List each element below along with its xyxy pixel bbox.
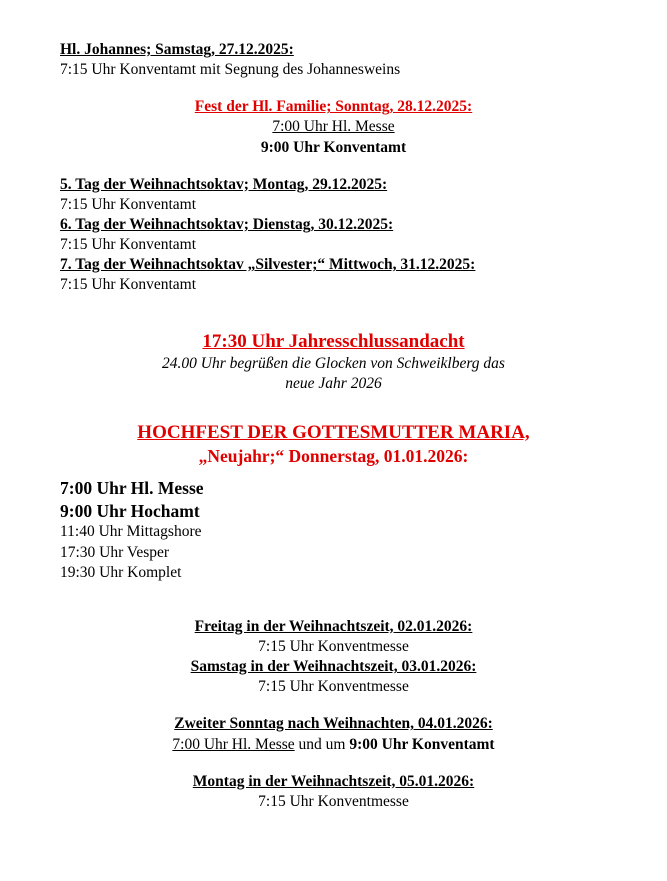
entry-heading-freitag-weihnachtszeit: Freitag in der Weihnachtszeit, 02.01.2026: (194, 617, 473, 635)
spacer (60, 583, 607, 617)
entry-item-neujahr-5: 19:30 Uhr Komplet (60, 563, 182, 581)
entry-item-neujahr-4: 17:30 Uhr Vesper (60, 543, 170, 561)
entry-heading-oktav-5: 5. Tag der Weihnachtsoktav; Montag, 29.12.2025: (60, 175, 388, 193)
spacer (60, 697, 607, 714)
entry-detail-montag-weihnachtszeit: 7:15 Uhr Konventmesse (258, 792, 409, 810)
entry-item-neujahr-2: 9:00 Uhr Hochamt (60, 500, 200, 521)
entry-title-hochfest-gottesmutter-line1: HOCHFEST DER GOTTESMUTTER MARIA, (137, 421, 530, 443)
entry-heading-oktav-6: 6. Tag der Weihnachtsoktav; Dienstag, 30.12.2025: (60, 215, 394, 233)
entry-heading-samstag-weihnachtszeit: Samstag in der Weihnachtszeit, 03.01.2026: (190, 658, 477, 676)
spacer (60, 395, 607, 421)
entry-detail-fest-hl-familie-messe: 7:00 Uhr Hl. Messe (272, 118, 395, 136)
entry-detail-oktav-7-silvester: 7:15 Uhr Konventamt (60, 276, 197, 294)
spacer (60, 158, 607, 175)
entry-item-neujahr-3: 11:40 Uhr Mittagshore (60, 523, 202, 541)
entry-note-glocken-line1: 24.00 Uhr begrüßen die Glocken von Schweiklberg das (162, 355, 505, 373)
entry-note-glocken-line2: neue Jahr 2026 (285, 375, 382, 393)
entry-detail-zweiter-sonntag (60, 735, 607, 755)
entry-detail-oktav-5: 7:15 Uhr Konventamt (60, 195, 197, 213)
entry-heading-hl-johannes: Hl. Johannes; Samstag, 27.12.2025: (60, 41, 294, 58)
entry-detail-zweiter-sonntag-part2: 9:00 Uhr Konventamt (349, 735, 495, 753)
entry-detail-hl-johannes: 7:15 Uhr Konventamt mit Segnung des Johannesweins (60, 61, 401, 79)
entry-heading-zweiter-sonntag: Zweiter Sonntag nach Weihnachten, 04.01.2026: (174, 715, 493, 733)
entry-item-neujahr-1: 7:00 Uhr Hl. Messe (60, 477, 204, 498)
entry-heading-jahresschlussandacht: 17:30 Uhr Jahresschlussandacht (202, 330, 465, 352)
spacer (60, 296, 607, 330)
entry-heading-fest-hl-familie: Fest der Hl. Familie; Sonntag, 28.12.2025: (194, 98, 473, 116)
spacer (60, 755, 607, 772)
entry-detail-fest-hl-familie-konventamt: 9:00 Uhr Konventamt (260, 138, 407, 156)
entry-detail-zweiter-sonntag-part1: 7:00 Uhr Hl. Messe (172, 735, 295, 753)
entry-heading-montag-weihnachtszeit: Montag in der Weihnachtszeit, 05.01.2026: (192, 772, 475, 790)
entry-title-hochfest-gottesmutter-line2: „Neujahr;“ Donnerstag, 01.01.2026: (198, 446, 469, 467)
entry-detail-samstag-weihnachtszeit: 7:15 Uhr Konventmesse (258, 678, 409, 696)
entry-heading-oktav-7-silvester: 7. Tag der Weihnachtsoktav „Silvester;“ Mittwoch, 31.12.2025: (60, 256, 476, 274)
entry-detail-oktav-6: 7:15 Uhr Konventamt (60, 236, 197, 254)
entry-detail-zweiter-sonntag-conj: und um (294, 735, 350, 753)
spacer (60, 80, 607, 97)
entry-detail-freitag-weihnachtszeit: 7:15 Uhr Konventmesse (258, 638, 409, 656)
spacer (60, 468, 607, 477)
